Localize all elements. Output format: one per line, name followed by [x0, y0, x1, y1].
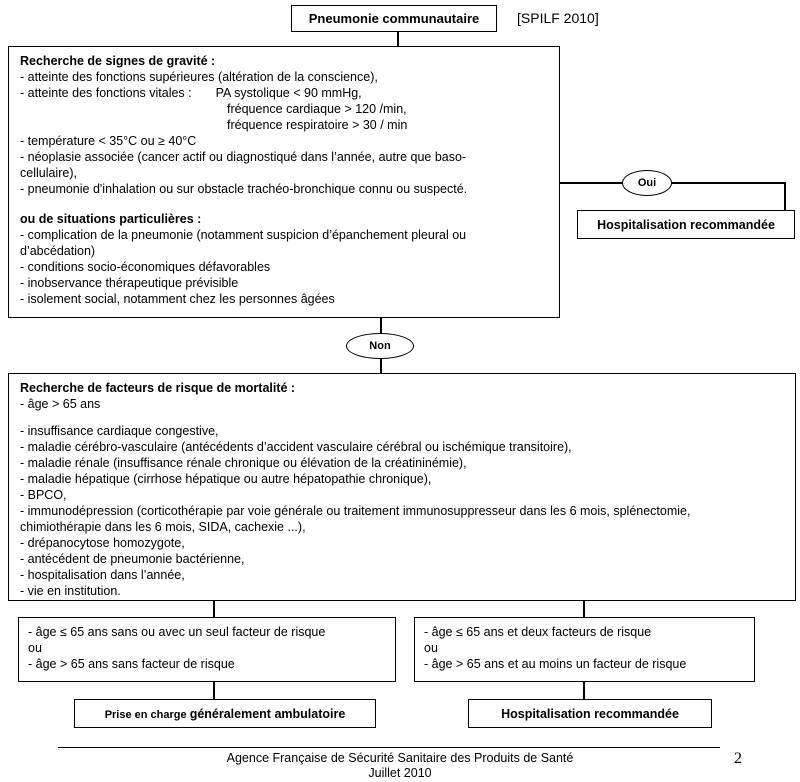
- situation-line: - conditions socio-économiques défavorables: [20, 260, 271, 274]
- criteria-line: ou: [28, 641, 42, 655]
- gravity-text: [20, 53, 559, 307]
- outcome-left-main: généralement ambulatoire: [189, 706, 346, 721]
- left-criteria-text: [28, 624, 395, 672]
- mortality-line: - âge > 65 ans: [20, 397, 101, 411]
- connector-mortality-right: [583, 601, 585, 617]
- non-oval: [346, 333, 414, 359]
- situation-line: - isolement social, notamment chez les personnes âgées: [20, 292, 335, 306]
- gravity-line: - néoplasie associée (cancer actif ou diagnostiqué dans l’année, autre que baso-: [20, 150, 467, 164]
- footer-rule: [58, 747, 720, 748]
- criteria-line: ou: [424, 641, 438, 655]
- connector-left-outcome: [213, 682, 215, 699]
- oui-label: Oui: [637, 177, 657, 189]
- criteria-line: - âge > 65 ans et au moins un facteur de risque: [424, 657, 687, 671]
- connector-mortality-left: [213, 601, 215, 617]
- situation-line: - complication de la pneumonie (notamment suspicion d’épanchement pleural ou: [20, 228, 467, 242]
- mortality-line: - drépanocytose homozygote,: [20, 536, 185, 550]
- gravity-line: - atteinte des fonctions vitales : PA systolique < 90 mmHg,: [20, 86, 362, 100]
- left-criteria-box: [18, 617, 396, 682]
- reference-label: [SPILF 2010]: [517, 10, 599, 26]
- gravity-line: - atteinte des fonctions supérieures (altération de la conscience),: [20, 70, 378, 84]
- situation-line: d’abcédation): [20, 244, 96, 258]
- criteria-line: - âge > 65 ans sans facteur de risque: [28, 657, 235, 671]
- criteria-line: - âge ≤ 65 ans et deux facteurs de risque: [424, 625, 652, 639]
- situations-heading: ou de situations particulières :: [20, 212, 202, 226]
- page-number: 2: [734, 750, 742, 767]
- mortality-line: chimiothérapie dans les 6 mois, SIDA, cachexie ...),: [20, 520, 306, 534]
- mortality-line: - maladie cérébro-vasculaire (antécédents d’accident vasculaire cérébral ou ischémique transitoire),: [20, 440, 572, 454]
- connector-oui-hosp: [784, 182, 786, 210]
- hosp-right-text: Hospitalisation recommandée: [597, 217, 775, 232]
- situation-line: - inobservance thérapeutique prévisible: [20, 276, 239, 290]
- hosp-right-box: [577, 210, 795, 239]
- right-criteria-text: [424, 624, 754, 672]
- outcome-left-box: [74, 699, 376, 728]
- mortality-line: - insuffisance cardiaque congestive,: [20, 424, 219, 438]
- right-criteria-box: [414, 617, 755, 682]
- title-box: [291, 5, 497, 32]
- mortality-line: - maladie hépatique (cirrhose hépatique ou autre hépatopathie chronique),: [20, 472, 432, 486]
- mortality-line: - hospitalisation dans l’année,: [20, 568, 185, 582]
- outcome-left-text: [105, 705, 346, 723]
- gravity-vital: fréquence respiratoire > 30 / min: [227, 118, 408, 132]
- mortality-box: [8, 373, 796, 601]
- gravity-box: [8, 46, 560, 318]
- gravity-heading: Recherche de signes de gravité :: [20, 54, 216, 68]
- gravity-line: cellulaire),: [20, 166, 77, 180]
- outcome-right-box: [468, 699, 712, 728]
- title-text: Pneumonie communautaire: [308, 11, 480, 26]
- oui-oval: [622, 170, 672, 196]
- mortality-text: [20, 380, 795, 599]
- gravity-line: - pneumonie d'inhalation ou sur obstacle trachéo-bronchique connu ou suspecté.: [20, 182, 468, 196]
- mortality-line: - antécédent de pneumonie bactérienne,: [20, 552, 245, 566]
- gravity-vital: fréquence cardiaque > 120 /min,: [227, 102, 407, 116]
- gravity-line: - température < 35°C ou ≥ 40°C: [20, 134, 197, 148]
- outcome-left-prefix: Prise en charge: [104, 708, 190, 721]
- mortality-line: - maladie rénale (insuffisance rénale chronique ou élévation de la créatininémie),: [20, 456, 467, 470]
- footer-agency: Agence Française de Sécurité Sanitaire des Produits de Santé: [226, 751, 574, 765]
- connector-title-gravity: [397, 32, 399, 46]
- connector-right-outcome: [583, 682, 585, 699]
- mortality-line: - immunodépression (corticothérapie par voie générale ou traitement immunosuppresseur dans les 6 mois, splénectomie,: [20, 504, 691, 518]
- mortality-heading: Recherche de facteurs de risque de mortalité :: [20, 381, 296, 395]
- connector-gravity-oui: [560, 182, 785, 184]
- non-label: Non: [369, 340, 391, 352]
- footer-date: Juillet 2010: [368, 766, 432, 780]
- mortality-line: - vie en institution.: [20, 584, 121, 598]
- mortality-line: - BPCO,: [20, 488, 67, 502]
- outcome-right-text: Hospitalisation recommandée: [501, 706, 679, 721]
- criteria-line: - âge ≤ 65 ans sans ou avec un seul facteur de risque: [28, 625, 326, 639]
